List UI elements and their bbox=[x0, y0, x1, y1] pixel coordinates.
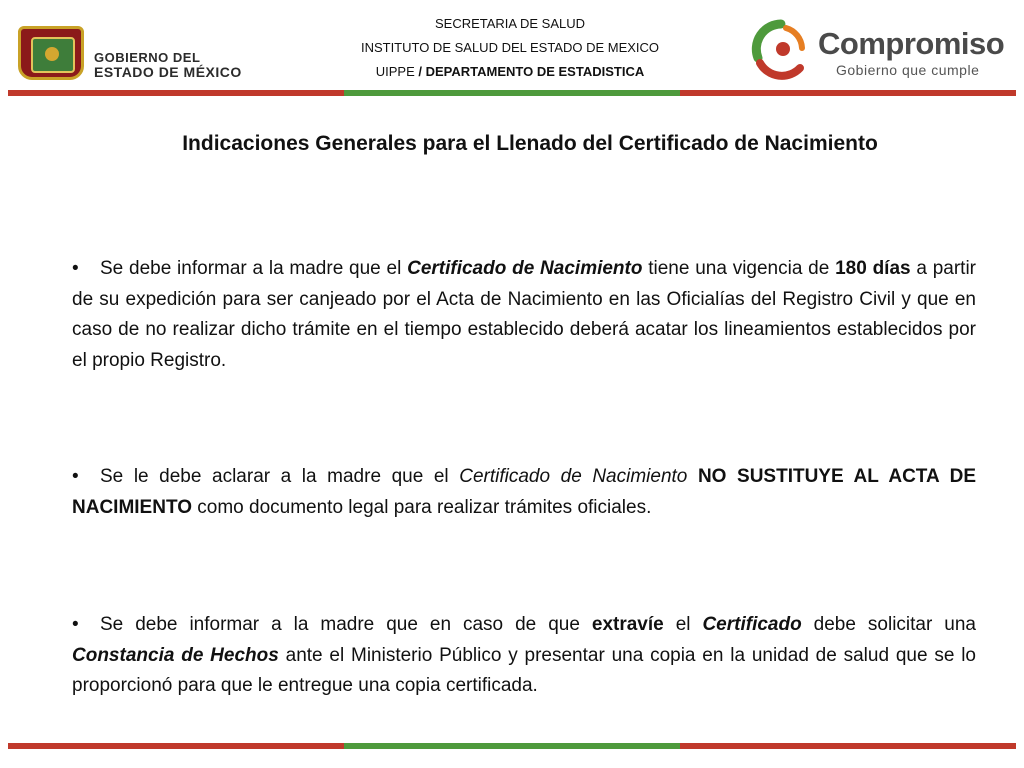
footer-divider-stripe bbox=[8, 743, 1016, 749]
header-line2: INSTITUTO DE SALUD DEL ESTADO DE MEXICO bbox=[360, 40, 660, 55]
header-line3-bold: / DEPARTAMENTO DE ESTADISTICA bbox=[418, 64, 645, 79]
coat-of-arms-icon bbox=[18, 26, 84, 80]
compromiso-title: Compromiso bbox=[818, 26, 1005, 61]
instruction-paragraph-1: • Se debe informar a la madre que el Certificado de Nacimiento tiene una vigencia de 180 días a partir de su expedición para ser canjeado por el Acta de Nacimiento en las Oficialías del Registro Civil y que en caso de no realizar dicho trámite en el tiempo establecido deberá acatar los lineamientos establecidos por el propio Registro. bbox=[72, 254, 976, 376]
header-line3-prefix: UIPPE bbox=[375, 64, 419, 79]
logo-line1: GOBIERNO DEL bbox=[94, 50, 201, 65]
header-divider-stripe bbox=[8, 90, 1016, 96]
instruction-paragraph-2: • Se le debe aclarar a la madre que el Certificado de Nacimiento NO SUSTITUYE AL ACTA DE NACIMIENTO como documento legal para realizar trámites oficiales. bbox=[72, 462, 976, 523]
header-line1: SECRETARIA DE SALUD bbox=[434, 16, 586, 31]
header bbox=[0, 0, 1024, 96]
logo-line2: ESTADO DE MÉXICO bbox=[94, 64, 242, 80]
instruction-paragraph-3: • Se debe informar a la madre que en caso de que extravíe el Certificado debe solicitar una Constancia de Hechos ante el Ministerio Público y presentar una copia en la unidad de salud que se lo proporcionó para que le entregue una copia certificada. bbox=[72, 610, 976, 702]
compromiso-logo bbox=[750, 18, 1012, 82]
compromiso-subtitle: Gobierno que cumple bbox=[836, 62, 980, 78]
gobierno-estado-mexico-logo bbox=[14, 24, 274, 84]
bullet: • bbox=[72, 614, 79, 635]
bullet: • bbox=[72, 466, 79, 487]
header-institution-text bbox=[300, 12, 720, 84]
header-line3 bbox=[300, 60, 720, 84]
page-title: Indicaciones Generales para el Llenado del Certificado de Nacimiento bbox=[182, 132, 878, 155]
compromiso-swirl-icon bbox=[750, 18, 812, 80]
bullet: • bbox=[72, 258, 79, 279]
